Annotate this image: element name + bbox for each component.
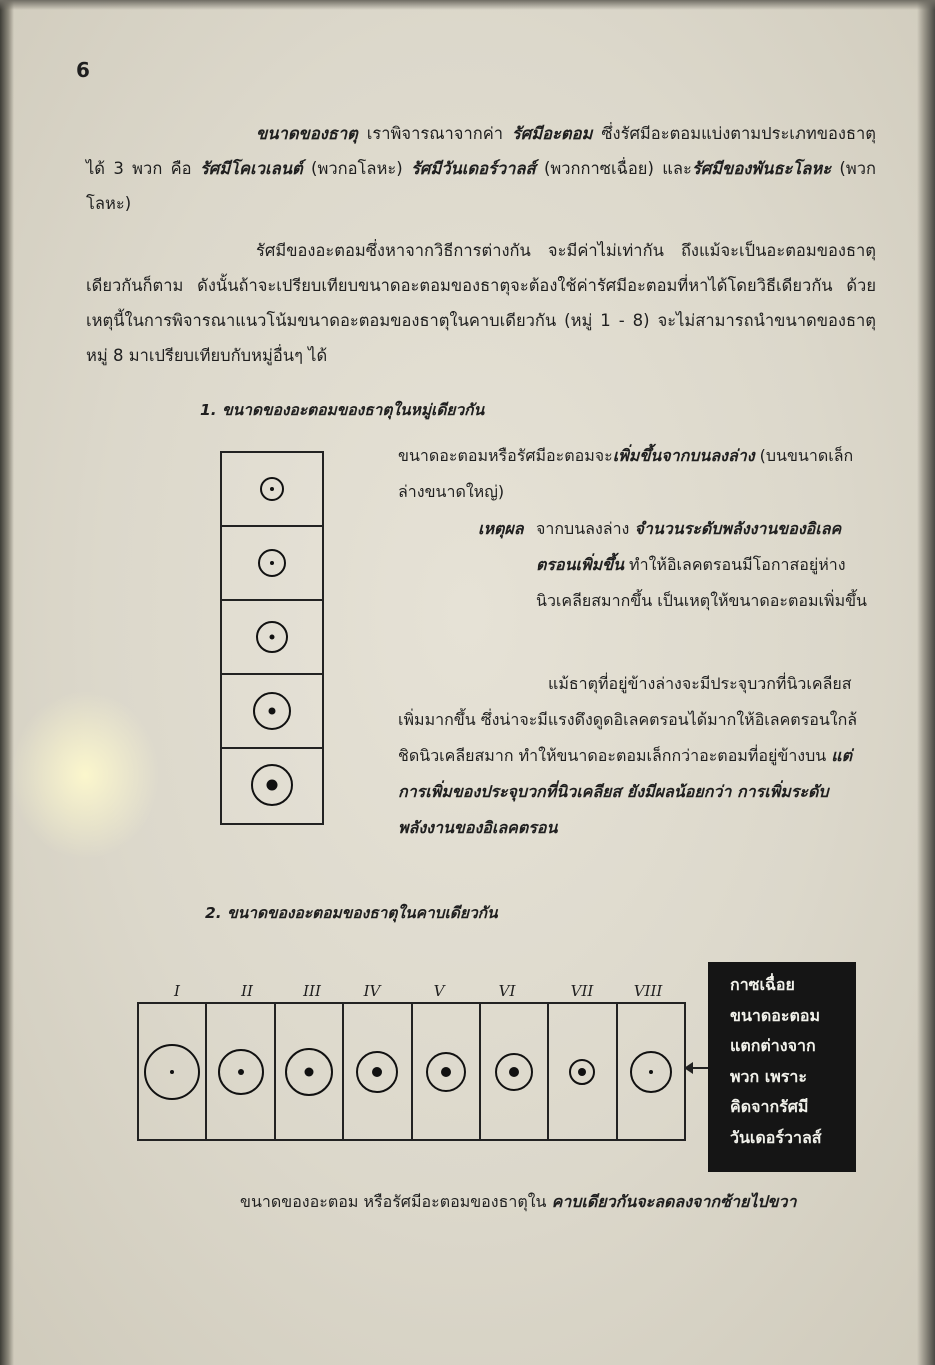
period-atom-4 [344,1004,412,1139]
atom-nucleus [270,487,274,491]
section-2-heading: 2. ขนาดของอะตอมของธาตุในคาบเดียวกัน [205,904,498,922]
group-label-3: III [303,982,321,1000]
noble-gas-note-box: กาซเฉื่อย ขนาดอะตอม แตกต่างจาก พวก เพราะ คิดจากรัศมี วันเดอร์วาลส์ [708,962,856,1172]
group-label-1: I [174,982,180,1000]
page-number: 6 [76,58,90,82]
term-covalent-radius: รัศมีโคเวเลนต์ [199,159,303,178]
term-atomic-radius: รัศมีอะตอม [511,124,593,143]
period-atom-8 [618,1004,684,1139]
group-reason-text: เหตุผล จากบนลงล่าง จำนวนระดับพลังงานของอิเลคตรอนเพิ่มขึ้น ทำให้อิเลคตรอนมีโอกาสอยู่ห่างนิวเคลียสมากขึ้น เป็นเหตุให้ขนาดอะตอมเพิ่มขึ้น [398,511,876,619]
group-note-text: แม้ธาตุที่อยู่ข้างล่างจะมีประจุบวกที่นิวเคลียสเพิ่มมากขึ้น ซึ่งน่าจะมีแรงดึงดูดอิเลคตรอนได้มากให้อิเลคตรอนใกล้ชิดนิวเคลียสมาก ทำให้ขนาดอะตอมเล็กกว่าอะตอมที่อยู่ข้างบน แต่การเพิ่มของประจุบวกที่นิวเคลียส ยังมีผลน้อยกว่า การเพิ่มระดับพลังงานของอิเลคตรอน [398,674,858,837]
atom-nucleus [238,1069,244,1075]
atom-nucleus [649,1070,653,1074]
term-element-size: ขนาดของธาตุ [256,124,358,143]
page-edge-top [0,0,935,10]
period-atom-6 [481,1004,549,1139]
arrow-left-icon [686,1067,708,1069]
group-trend-text: ขนาดอะตอมหรือรัศมีอะตอมจะเพิ่มขึ้นจากบนลงล่าง (บนขนาดเล็ก ล่างขนาดใหญ่) [398,446,854,501]
atom-nucleus [270,561,274,565]
term-energy-levels: จำนวนระดับพลังงานของอิเลคตรอนเพิ่มขึ้น [536,519,842,574]
paragraph-atomic-size-intro: ขนาดของธาตุ เราพิจารณาจากค่า รัศมีอะตอม ซึ่งรัศมีอะตอมแบ่งตามประเภทของธาตุได้ 3 พวก คือ รัศมีโคเวเลนต์ (พวกอโลหะ) รัศมีวันเดอร์วาลส์ (พวกกาซเฉื่อย) และรัศมีของพันธะโลหะ (พวกโลหะ) [86,124,876,213]
reason-label: เหตุผล [478,519,524,538]
atom-nucleus [269,708,276,715]
period-atom-3 [276,1004,344,1139]
group-label-7: VII [570,982,594,1000]
group-label-6: VI [498,982,516,1000]
atom-nucleus [509,1067,519,1077]
group-label-5: V [433,982,445,1000]
period-atom-5 [413,1004,481,1139]
group-atom-2 [222,527,322,601]
period-atom-7 [549,1004,617,1139]
period-trend-caption: ขนาดของอะตอม หรือรัศมีอะตอมของธาตุใน คาบเดียวกันจะลดลงจากซ้ายไปขวา [240,1192,797,1211]
group-atom-1 [222,453,322,527]
atom-nucleus [441,1067,451,1077]
light-glare [10,690,160,860]
group-size-diagram [220,451,324,825]
term-vdw-radius: รัศมีวันเดอร์วาลส์ [411,159,536,178]
page-edge-right [917,0,935,1365]
term-nuclear-charge-effect: แต่การเพิ่มของประจุบวกที่นิวเคลียส ยังมีผลน้อยกว่า การเพิ่มระดับพลังงานของอิเลคตรอน [398,746,852,837]
period-size-diagram [137,1002,687,1139]
paragraph-radius-method: รัศมีของอะตอมซึ่งหาจากวิธีการต่างกัน จะมีค่าไม่เท่ากัน ถึงแม้จะเป็นอะตอมของธาตุเดียวกันก็ตาม ดังนั้นถ้าจะเปรียบเทียบขนาดอะตอมของธาตุจะต้องใช้ค่ารัศมีอะตอมที่หาได้โดยวิธีเดียวกัน ด้วยเหตุนี้ในการพิจารณาแนวโน้มขนาดอะตอมของธาตุในคาบเดียวกัน (หมู่ 1 - 8) จะไม่สามารถนำขนาดของธาตุหมู่ 8 มาเปรียบเทียบกับหมู่อื่นๆ ได้ [86,241,876,365]
atom-nucleus [270,635,275,640]
atom-nucleus [170,1070,174,1074]
page-edge-left [0,0,14,1365]
group-atom-4 [222,675,322,749]
group-label-4: IV [363,982,381,1000]
atom-nucleus [304,1067,313,1076]
term-metallic-radius: รัศมีของพันธะโลหะ [691,159,832,178]
term-increase-top-down: เพิ่มขึ้นจากบนลงล่าง [612,446,755,465]
term-decrease-left-right: คาบเดียวกันจะลดลงจากซ้ายไปขวา [551,1192,797,1211]
group-label-8: VIII [633,982,663,1000]
group-atom-3 [222,601,322,675]
group-atom-5 [222,749,322,821]
period-atom-2 [207,1004,275,1139]
section-1-heading: 1. ขนาดของอะตอมของธาตุในหมู่เดียวกัน [200,401,485,419]
period-atom-1 [139,1004,207,1139]
atom-nucleus [267,780,278,791]
atom-nucleus [372,1067,382,1077]
atom-nucleus [578,1068,586,1076]
group-label-2: II [241,982,253,1000]
